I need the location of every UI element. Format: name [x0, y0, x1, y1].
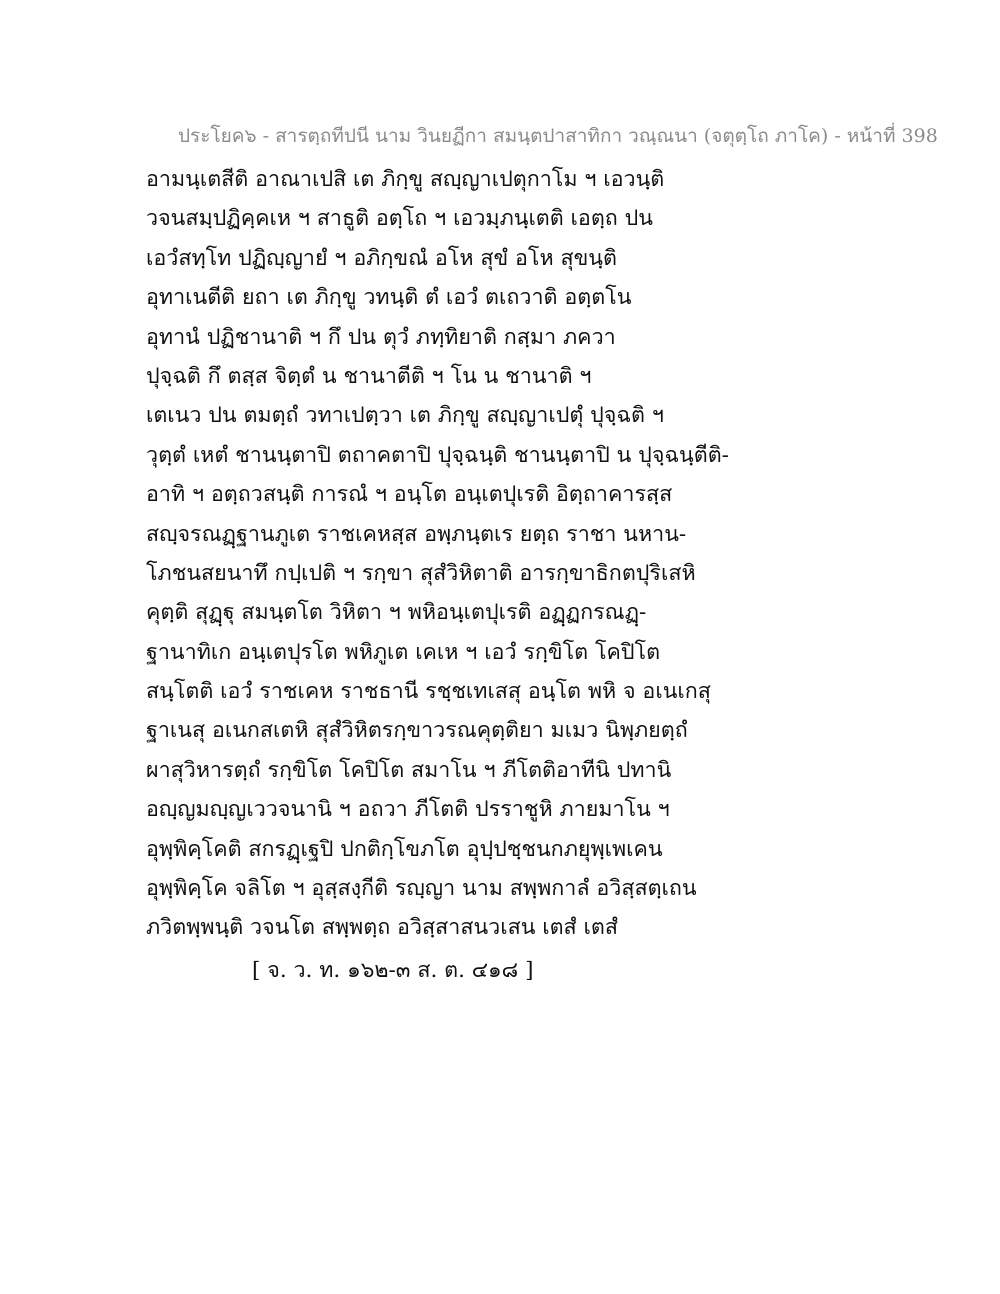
text-line: ภวิตพฺพนฺติ วจนโต สพฺพตฺถ อวิสฺสาสนวเสน เตสํ เตสํ: [146, 915, 618, 941]
text-line: คุตฺติ สุฏฺฐุ สมนฺตโต วิหิตา ฯ พหิอนฺเตปุเรติ อฏฺฏกรณฏฺ-: [146, 600, 647, 626]
text-line: อุทาเนตีติ ยถา เต ภิกฺขู วทนฺติ ตํ เอวํ ตเถวาติ อตฺตโน: [146, 285, 632, 311]
text-line: อุพฺพิคฺโคติ สกรฏฺเฐปิ ปกติกฺโขภโต อุปฺปชฺชนกภยุพฺเพเคน: [146, 836, 663, 862]
text-line: ฐาเนสุ อเนกสเตหิ สุสํวิหิตรกฺขาวรณคุตฺติยา มเมว นิพฺภยตฺถํ: [146, 718, 688, 744]
text-line: ผาสุวิหารตฺถํ รกฺขิโต โคปิโต สมาโน ฯ ภีโตติอาทีนิ ปทานิ: [146, 757, 672, 783]
text-line: ฐานาทิเก อนฺเตปุรโต พหิภูเต เคเห ฯ เอวํ รกฺขิโต โคปิโต: [146, 639, 661, 665]
running-header: ประโยค๖ - สารตฺถทีปนี นาม วินยฏีกา สมนฺตปาสาทิกา วณฺณนา (จตุตฺโถ ภาโค) - หน้าที่ 398: [178, 125, 938, 147]
text-line: อุพฺพิคฺโค จลิโต ฯ อุสฺสงฺกีติ รญฺญา นาม สพฺพกาลํ อวิสฺสตฺเถน: [146, 876, 697, 902]
text-line: เตเนว ปน ตมตฺถํ วทาเปตฺวา เต ภิกฺขู สญฺญาเปตุํ ปุจฺฉติ ฯ: [146, 403, 664, 429]
text-line: อุทานํ ปฏิชานาติ ฯ กึ ปน ตุวํ ภทฺทิยาติ กสฺมา ภควา: [146, 324, 616, 350]
text-line: เอวํสทฺโท ปฏิญฺญายํ ฯ อภิกฺขณํ อโห สุขํ อโห สุขนฺติ: [146, 245, 617, 271]
source-reference: [ จ. ว. ท. ๑๖๒-๓ ส. ต. ๔๑๘ ]: [252, 958, 534, 983]
text-line: สนฺโตติ เอวํ ราชเคห ราชธานี รชฺชเทเสสุ อนฺโต พหิ จ อเนเกสุ: [146, 679, 711, 705]
text-line: ปุจฺฉติ กึ ตสฺส จิตฺตํ น ชานาตีติ ฯ โน น ชานาติ ฯ: [146, 363, 592, 389]
text-line: โภชนสยนาทึ กปฺเปติ ฯ รกฺขา สุสํวิหิตาติ อารกฺขาธิกตปุริเสหิ: [146, 560, 696, 586]
text-line: วุตฺตํ เหตํ ชานนฺตาปิ ตถาคตาปิ ปุจฺฉนฺติ ชานนฺตาปิ น ปุจฺฉนฺตีติ-: [146, 442, 729, 468]
text-line: วจนสมฺปฏิคฺคเห ฯ สาธูติ อตฺโถ ฯ เอวมฺภนฺเตติ เอตฺถ ปน: [146, 206, 653, 232]
text-line: อญฺญมญฺญเววจนานิ ฯ อถวา ภีโตติ ปรราชูหิ ภายมาโน ฯ: [146, 797, 670, 823]
text-line: อาทิ ฯ อตฺถวสนฺติ การณํ ฯ อนฺโต อนฺเตปุเรติ อิตฺถาคารสฺส: [146, 482, 673, 508]
text-line: อามนฺเตสีติ อาณาเปสิ เต ภิกฺขู สญฺญาเปตุกาโม ฯ เอวนฺติ: [146, 167, 665, 192]
text-line: สญฺจรณฏฺฐานภูเต ราชเคหสฺส อพฺภนฺตเร ยตฺถ ราชา นหาน-: [146, 521, 687, 547]
body-text: [146, 160, 846, 948]
